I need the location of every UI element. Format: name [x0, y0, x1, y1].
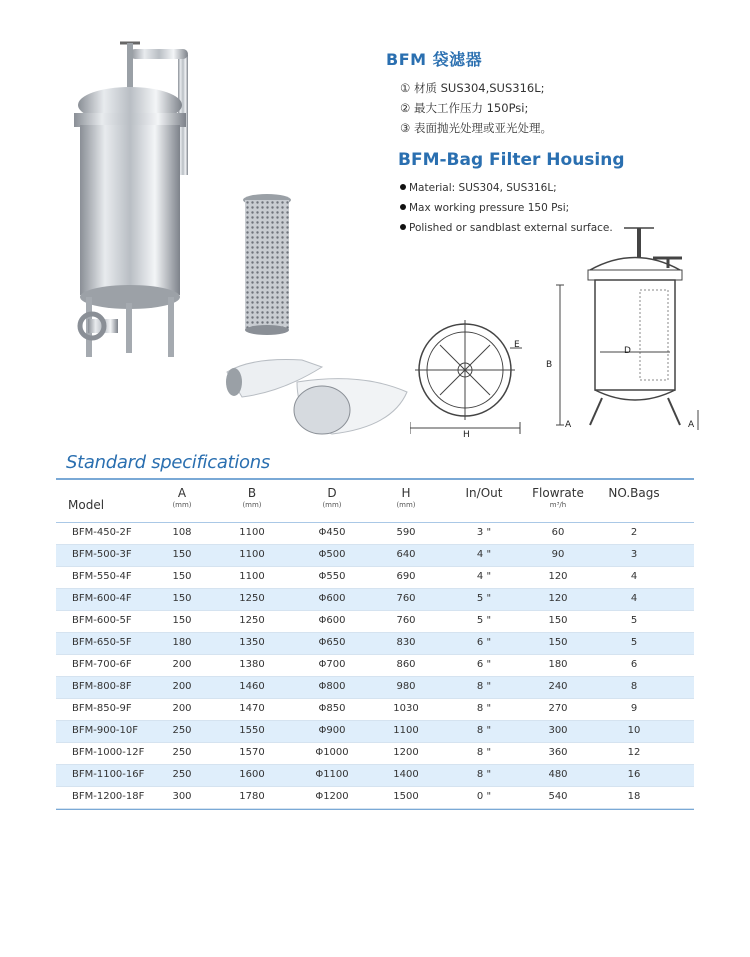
column-header-label: A	[177, 486, 187, 500]
table-cell: 0 "	[476, 791, 492, 802]
table-cell: 1250	[239, 615, 265, 626]
table-cell: 980	[396, 681, 416, 692]
table-cell: 8 "	[476, 747, 492, 758]
column-header-unit: (mm)	[396, 501, 416, 509]
table-cell: 1200	[393, 747, 419, 758]
table-row	[56, 545, 694, 567]
table-row	[56, 677, 694, 699]
table-cell: 830	[396, 637, 416, 648]
diagram-label-b: B	[546, 360, 553, 370]
table-bottom-rule	[56, 809, 694, 810]
diagram-label-h: H	[463, 430, 470, 440]
table-cell: 760	[396, 593, 416, 604]
en-title: BFM-Bag Filter Housing	[398, 150, 625, 170]
table-cell: BFM-550-4F	[72, 571, 132, 582]
table-cell: 5	[630, 615, 638, 626]
table-row	[56, 567, 694, 589]
table-cell: 8 "	[476, 681, 492, 692]
table-cell: 12	[627, 747, 641, 758]
table-cell: 1380	[239, 659, 265, 670]
table-cell: 1400	[393, 769, 419, 780]
column-header	[454, 486, 514, 501]
cn-title: BFM 袋滤器	[386, 50, 483, 69]
table-cell: BFM-800-8F	[72, 681, 132, 692]
table-cell: BFM-850-9F	[72, 703, 132, 714]
table-row	[56, 589, 694, 611]
table-cell: Φ1000	[315, 747, 349, 758]
table-cell: 300	[548, 725, 568, 736]
table-cell: 240	[548, 681, 568, 692]
table-cell: 4	[630, 593, 638, 604]
table-cell: Φ1200	[315, 791, 349, 802]
table-cell: BFM-1000-12F	[72, 747, 145, 758]
column-header-label: In/Out	[465, 486, 503, 500]
bullet-icon	[400, 204, 406, 210]
diagram-label-e: E	[514, 340, 520, 350]
column-header-label: D	[327, 486, 337, 500]
table-cell: 3 "	[476, 527, 492, 538]
table-cell: BFM-600-4F	[72, 593, 132, 604]
table-cell: 1350	[239, 637, 265, 648]
table-cell: Φ1100	[315, 769, 349, 780]
table-cell: 8	[630, 681, 638, 692]
table-cell: 120	[548, 593, 568, 604]
table-cell: 150	[172, 615, 192, 626]
table-cell: 1100	[239, 571, 265, 582]
table-cell: 270	[548, 703, 568, 714]
table-cell: 1460	[239, 681, 265, 692]
table-cell: Φ450	[318, 527, 346, 538]
side-view-drawing	[550, 210, 710, 440]
cn-feature-item: ① 材质 SUS304,SUS316L;	[400, 81, 545, 95]
table-cell: 3	[630, 549, 638, 560]
table-cell: 18	[627, 791, 641, 802]
table-cell: 108	[172, 527, 192, 538]
table-cell: 10	[627, 725, 641, 736]
table-cell: 1100	[393, 725, 419, 736]
table-cell: BFM-1200-18F	[72, 791, 145, 802]
table-cell: 690	[396, 571, 416, 582]
table-body	[56, 523, 694, 809]
table-row	[56, 765, 694, 787]
table-cell: 200	[172, 659, 192, 670]
table-cell: 150	[548, 615, 568, 626]
table-cell: 1570	[239, 747, 265, 758]
column-header-label: NO.Bags	[608, 486, 660, 500]
column-header-label: B	[247, 486, 257, 500]
cn-feature-list	[400, 78, 552, 138]
table-row	[56, 721, 694, 743]
table-cell: 6 "	[476, 659, 492, 670]
diagram-label-d: D	[624, 346, 631, 356]
column-header-label: Flowrate	[532, 486, 584, 500]
table-cell: 4 "	[476, 549, 492, 560]
table-cell: BFM-1100-16F	[72, 769, 145, 780]
table-cell: 250	[172, 725, 192, 736]
table-cell: 180	[172, 637, 192, 648]
table-cell: 2	[630, 527, 638, 538]
table-cell: 8 "	[476, 725, 492, 736]
column-header	[594, 486, 674, 501]
table-cell: 150	[548, 637, 568, 648]
table-cell: 360	[548, 747, 568, 758]
diagram-label-a-left: A	[565, 420, 572, 430]
column-header	[518, 486, 598, 509]
table-cell: 540	[548, 791, 568, 802]
table-row	[56, 523, 694, 545]
table-cell: 8 "	[476, 703, 492, 714]
table-cell: BFM-700-6F	[72, 659, 132, 670]
table-cell: 150	[172, 593, 192, 604]
en-feature-item: Material: SUS304, SUS316L;	[409, 182, 557, 194]
column-header	[302, 486, 362, 509]
table-cell: Φ650	[318, 637, 346, 648]
table-cell: 6	[630, 659, 638, 670]
table-cell: Φ900	[318, 725, 346, 736]
spec-table	[56, 478, 694, 810]
table-cell: 860	[396, 659, 416, 670]
table-row	[56, 611, 694, 633]
table-cell: 150	[172, 549, 192, 560]
table-cell: 150	[172, 571, 192, 582]
table-cell: 200	[172, 703, 192, 714]
table-cell: 5	[630, 637, 638, 648]
table-row	[56, 743, 694, 765]
table-cell: 760	[396, 615, 416, 626]
table-cell: 1100	[239, 527, 265, 538]
table-cell: Φ550	[318, 571, 346, 582]
table-cell: 4	[630, 571, 638, 582]
table-cell: 1550	[239, 725, 265, 736]
column-header-unit: (mm)	[242, 501, 262, 509]
table-cell: 5 "	[476, 593, 492, 604]
table-cell: 250	[172, 769, 192, 780]
table-cell: 250	[172, 747, 192, 758]
en-feature-item: Polished or sandblast external surface.	[409, 222, 613, 234]
column-header-unit: m³/h	[549, 501, 567, 509]
table-cell: 60	[551, 527, 565, 538]
table-cell: 8 "	[476, 769, 492, 780]
table-cell: BFM-600-5F	[72, 615, 132, 626]
table-cell: 590	[396, 527, 416, 538]
table-cell: Φ700	[318, 659, 346, 670]
table-cell: Φ500	[318, 549, 346, 560]
column-header	[152, 486, 212, 509]
en-feature-list	[400, 178, 613, 238]
table-cell: 1500	[393, 791, 419, 802]
table-cell: BFM-500-3F	[72, 549, 132, 560]
column-header	[376, 486, 436, 509]
en-feature-item: Max working pressure 150 Psi;	[409, 202, 570, 214]
table-cell: 5 "	[476, 615, 492, 626]
spec-section-title: Standard specifications	[66, 452, 270, 473]
table-cell: Φ600	[318, 593, 346, 604]
table-cell: 1470	[239, 703, 265, 714]
filter-housing-photo	[60, 35, 210, 365]
table-cell: 640	[396, 549, 416, 560]
table-cell: 1780	[239, 791, 265, 802]
table-cell: Φ600	[318, 615, 346, 626]
table-cell: 1250	[239, 593, 265, 604]
table-cell: 480	[548, 769, 568, 780]
table-cell: 1100	[239, 549, 265, 560]
bullet-icon	[400, 224, 406, 230]
column-header	[222, 486, 282, 509]
filter-bags-photo	[222, 352, 412, 437]
table-cell: BFM-650-5F	[72, 637, 132, 648]
table-cell: BFM-450-2F	[72, 527, 132, 538]
table-cell: 300	[172, 791, 192, 802]
table-header	[56, 478, 694, 523]
column-header-unit: (mm)	[172, 501, 192, 509]
table-cell: 90	[551, 549, 565, 560]
table-cell: 1600	[239, 769, 265, 780]
column-header-unit: (mm)	[322, 501, 342, 509]
table-row	[56, 655, 694, 677]
table-row	[56, 633, 694, 655]
filter-basket-photo	[240, 190, 295, 340]
table-cell: 120	[548, 571, 568, 582]
column-header-label: Model	[68, 498, 105, 512]
cn-feature-item: ② 最大工作压力 150Psi;	[400, 101, 529, 115]
table-cell: BFM-900-10F	[72, 725, 139, 736]
column-header	[60, 498, 160, 513]
column-header-label: H	[401, 486, 411, 500]
table-cell: 9	[630, 703, 638, 714]
top-view-drawing	[410, 300, 535, 450]
table-cell: Φ800	[318, 681, 346, 692]
table-cell: 4 "	[476, 571, 492, 582]
table-cell: 200	[172, 681, 192, 692]
table-cell: Φ850	[318, 703, 346, 714]
bullet-icon	[400, 184, 406, 190]
cn-feature-item: ③ 表面抛光处理或亚光处理。	[400, 121, 552, 135]
table-cell: 180	[548, 659, 568, 670]
table-cell: 6 "	[476, 637, 492, 648]
table-cell: 1030	[393, 703, 419, 714]
table-row	[56, 699, 694, 721]
table-row	[56, 787, 694, 809]
diagram-label-a-right: A	[688, 420, 695, 430]
table-cell: 16	[627, 769, 641, 780]
